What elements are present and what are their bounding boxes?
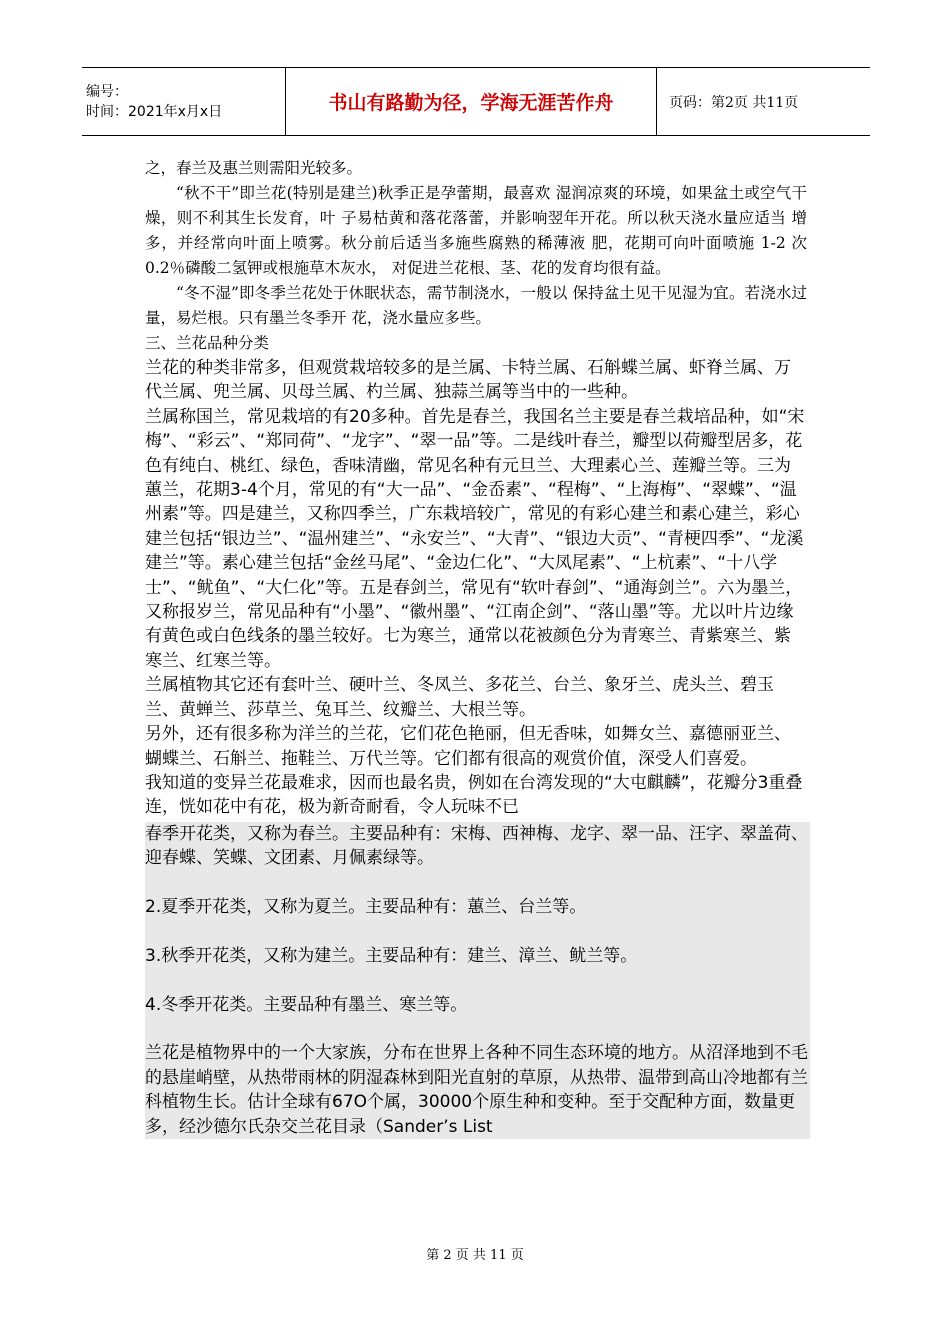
blank-line	[145, 919, 810, 943]
header-page-info	[657, 68, 870, 135]
header-page-label: 页码：第2页 共11页	[669, 94, 799, 111]
header-motto-text: 书山有路勤为径，学海无涯苦作舟	[328, 92, 614, 114]
header-time-label: 时间：2021年x月x日	[86, 103, 223, 120]
header-number-label: 编号：	[86, 83, 128, 100]
page-footer: 第 2 页 共 11 页	[426, 1248, 524, 1263]
blank-line	[145, 968, 810, 992]
header-motto	[285, 68, 657, 135]
body-paragraph: 另外，还有很多称为洋兰的兰花，它们花色艳丽，但无香味，如舞女兰、嘉德丽亚兰、蝴蝶兰、石斛兰、拖鞋兰、万代兰等。它们都有很高的观赏价值，深受人们喜爱。	[145, 724, 791, 769]
blank-line	[145, 1017, 810, 1041]
header-meta	[82, 68, 285, 135]
body-paragraph: 兰属称国兰，常见栽培的有20多种。首先是春兰，我国名兰主要是春兰栽培品种，如“宋梅”、“彩云”、“郑同荷”、“龙字”、“翠一品”等。二是线叶春兰，瓣型以荷瓣型居多，花色有纯白、桃红、绿色，香味清幽，常见名种有元旦兰、大理素心兰、莲瓣兰等。三为蕙兰，花期3-4个月，常见的有“大一品”、“金岙素”、“程梅”、“上海梅”、“翠蝶”、“温州素”等。四是建兰，又称四季兰，广东栽培较广，常见的有彩心建兰和素心建兰，彩心建兰包括“银边兰”、“温州建兰”、“永安兰”、“大青”、“银边大贡”、“青梗四季”、“龙溪建兰”等。素心建兰包括“金丝马尾”、“金边仁化”、“大凤尾素”、“上杭素”、“十八学士”、“鱿鱼”、“大仁化”等。五是春剑兰，常见有“软叶春剑”、“通海剑兰”。六为墨兰，又称报岁兰，常见品种有“小墨”、“徽州墨”、“江南企剑”、“落山墨”等。尤以叶片边缘有黄色或白色线条的墨兰较好。七为寒兰，通常以花被颜色分为青寒兰、青紫寒兰、紫寒兰、红寒兰等。	[145, 406, 805, 671]
body-paragraph: “秋不干”即兰花(特别是建兰)秋季正是孕蕾期，最喜欢 湿润凉爽的环境，如果盆土或空气干燥，则不利其生长发育，叶 子易枯黄和落花落蕾，并影响翌年开花。所以秋天浇水量应适当 增多，并经常向叶面上喷雾。秋分前后适当多施些腐熟的稀薄液 肥，花期可向叶面喷施 1-2 次 0.2％磷酸二氢钾或根施草木灰水， 对促进兰花根、茎、花的发育均很有益。	[145, 184, 807, 277]
body-paragraph: 兰花的种类非常多，但观赏栽培较多的是兰属、卡特兰属、石斛蝶兰属、虾脊兰属、万代兰属、兜兰属、贝母兰属、杓兰属、独蒜兰属等当中的一些种。	[145, 358, 791, 403]
blank-line	[145, 871, 810, 895]
shaded-section	[145, 822, 810, 1139]
section-heading: 三、兰花品种分类	[145, 334, 270, 352]
document-body	[145, 156, 807, 1139]
shaded-paragraph: 兰花是植物界中的一个大家族，分布在世界上各种不同生态环境的地方。从沼泽地到不毛的悬崖峭壁，从热带雨林的阴湿森林到阳光直射的草原，从热带、温带到高山冷地都有兰科植物生长。估计全球有67O个属，30000个原生种和变种。至于交配种方面，数量更多，经沙德尔氏杂交兰花目录（Sander’s List	[145, 1043, 808, 1137]
shaded-paragraph: 3.秋季开花类，又称为建兰。主要品种有：建兰、漳兰、鱿兰等。	[145, 945, 638, 966]
body-paragraph: 之，春兰及惠兰则需阳光较多。	[145, 159, 363, 177]
body-paragraph: “冬不湿”即冬季兰花处于休眠状态，需节制浇水，一般以 保持盆土见干见湿为宜。若浇水过量，易烂根。只有墨兰冬季开 花，浇水量应多些。	[145, 284, 807, 327]
shaded-paragraph: 2.夏季开花类，又称为夏兰。主要品种有：蕙兰、台兰等。	[145, 896, 587, 917]
shaded-paragraph: 4.冬季开花类。主要品种有墨兰、寒兰等。	[145, 994, 468, 1015]
body-paragraph: 兰属植物其它还有套叶兰、硬叶兰、冬凤兰、多花兰、台兰、象牙兰、虎头兰、碧玉兰、黄蝉兰、莎草兰、兔耳兰、纹瓣兰、大根兰等。	[145, 675, 774, 720]
page-header	[82, 67, 870, 136]
body-paragraph: 我知道的变异兰花最难求，因而也最名贵，例如在台湾发现的“大屯麒麟”，花瓣分3重叠连，恍如花中有花，极为新奇耐看，令人玩味不已	[145, 772, 803, 818]
shaded-paragraph: 春季开花类，又称为春兰。主要品种有：宋梅、西神梅、龙字、翠一品、汪字、翠盖荷、迎春蝶、笑蝶、文团素、月佩素绿等。	[145, 823, 808, 869]
